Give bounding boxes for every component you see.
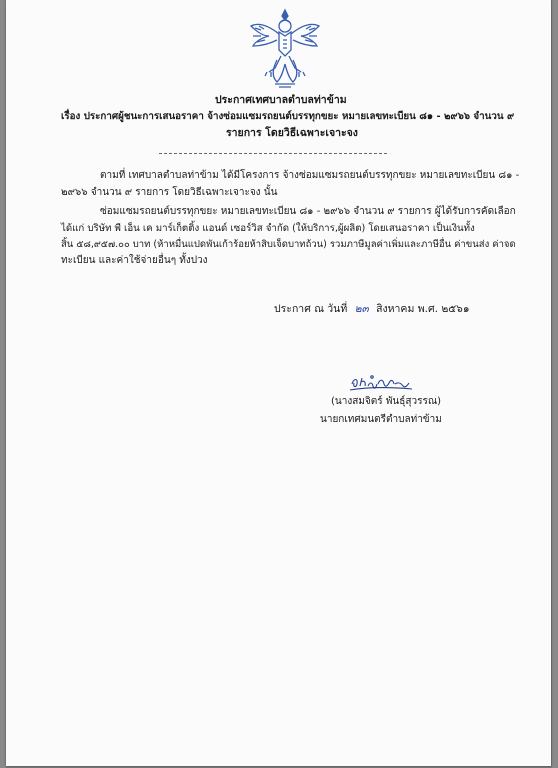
scan-right-edge (552, 0, 558, 768)
signatory-position: นายกเทศมนตรีตำบลท่าข้าม (320, 414, 442, 425)
date-prefix: ประกาศ ณ วันที่ (274, 303, 348, 315)
date-month-year: สิงหาคม พ.ศ. ๒๕๖๑ (376, 303, 470, 315)
paragraph-2-line-2: ได้แก่ บริษัท พี เอ็น เค มาร์เก็ตติ้ง แอนด์ เซอร์วิส จำกัด (ให้บริการ,ผู้ผลิต) โดยเสนอราคา เป็นเงินทั้ง (61, 223, 475, 234)
announcement-title: ประกาศเทศบาลตำบลท่าข้าม (215, 94, 347, 106)
garuda-seal-icon (247, 6, 323, 90)
date-line (274, 302, 470, 316)
document-page (6, 0, 551, 766)
paragraph-2-line-1: ซ่อมแซมรถยนต์บรรทุกขยะ หมายเลขทะเบียน ๘๑ - ๒๙๖๖ จำนวน ๙ รายการ ผู้ได้รับการคัดเลือก (100, 206, 516, 217)
header-divider (159, 153, 387, 154)
paragraph-2-line-3: สิ้น ๕๘,๙๕๗.๐๐ บาท (ห้าหมื่นแปดพันเก้าร้อยห้าสิบเจ็ดบาทถ้วน) รวมภาษีมูลค่าเพิ่มและภาษีอื่น ค่าขนส่ง ค่าจด (61, 239, 516, 250)
subject-line-1: เรื่อง ประกาศผู้ชนะการเสนอราคา จ้างซ่อมแซมรถยนต์บรรทุกขยะ หมายเลขทะเบียน ๘๑ - ๒๙๖๖ จำนวน ๙ (61, 111, 515, 122)
subject-line-2: รายการ โดยวิธีเฉพาะเจาะจง (226, 127, 358, 139)
paragraph-1-line-1: ตามที่ เทศบาลตำบลท่าข้าม ได้มีโครงการ จ้างซ่อมแซมรถยนต์บรรทุกขยะ หมายเลขทะเบียน ๘๑ - (100, 170, 520, 181)
paragraph-2-line-4: ทะเบียน และค่าใช้จ่ายอื่นๆ ทั้งปวง (61, 255, 208, 266)
handwritten-signature (348, 372, 414, 394)
signatory-name: (นางสมจิตร์ พันธุ์สุวรรณ) (331, 396, 442, 407)
paragraph-1-line-2: ๒๙๖๖ จำนวน ๙ รายการ โดยวิธีเฉพาะเจาะจง นั้น (61, 187, 278, 198)
date-day-handwritten: ๒๓ (354, 303, 369, 315)
